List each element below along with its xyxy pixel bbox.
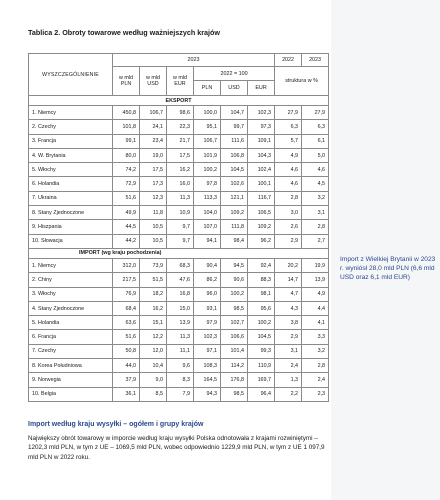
value-cell: 92,4 bbox=[248, 258, 275, 272]
table-title: Tablica 2. Obroty towarowe według ważniejszych krajów bbox=[28, 28, 220, 37]
value-cell: 9,6 bbox=[167, 359, 194, 373]
value-cell: 2,2 bbox=[275, 387, 302, 401]
value-cell: 2,4 bbox=[275, 359, 302, 373]
value-cell: 76,9 bbox=[113, 287, 140, 301]
value-cell: 24,1 bbox=[140, 120, 167, 134]
body-paragraph: Największy obrót towarowy w imporcie według kraju wysyłki Polska odnotowała z krajami rozwiniętymi – 1202,3 mld PLN, w tym z UE – 1069,5 mld PLN, wobec odpowiednio 1229,9 mld PLN, w tym z UE 1 097,9 mld PLN w 2022 roku. bbox=[28, 435, 325, 461]
value-cell: 109,2 bbox=[221, 206, 248, 220]
value-cell: 102,4 bbox=[248, 163, 275, 177]
stub-header: WYSZCZEGÓLNIENIE bbox=[29, 54, 113, 96]
value-cell: 104,5 bbox=[221, 163, 248, 177]
value-cell: 3,1 bbox=[275, 344, 302, 358]
value-cell: 51,6 bbox=[113, 191, 140, 205]
value-cell: 104,7 bbox=[221, 106, 248, 120]
value-cell: 74,2 bbox=[113, 163, 140, 177]
value-cell: 4,7 bbox=[275, 287, 302, 301]
value-cell: 3,2 bbox=[302, 344, 329, 358]
value-cell: 2,4 bbox=[302, 373, 329, 387]
value-cell: 44,0 bbox=[113, 359, 140, 373]
value-cell: 98,5 bbox=[221, 387, 248, 401]
value-cell: 109,2 bbox=[248, 220, 275, 234]
value-cell: 8,5 bbox=[140, 387, 167, 401]
country-name: 8. Korea Południowa bbox=[29, 359, 113, 373]
value-cell: 114,2 bbox=[221, 359, 248, 373]
value-cell: 86,2 bbox=[194, 273, 221, 287]
value-cell: 23,4 bbox=[140, 134, 167, 148]
import-table-row bbox=[29, 258, 329, 272]
value-cell: 104,3 bbox=[248, 148, 275, 162]
value-cell: 4,6 bbox=[275, 177, 302, 191]
export-table-row bbox=[29, 177, 329, 191]
country-name: 6. Francja bbox=[29, 330, 113, 344]
value-cell: 22,3 bbox=[167, 120, 194, 134]
value-cell: 4,1 bbox=[302, 316, 329, 330]
trade-table bbox=[28, 53, 329, 402]
value-cell: 51,5 bbox=[140, 273, 167, 287]
country-name: 6. Holandia bbox=[29, 177, 113, 191]
value-cell: 96,4 bbox=[248, 387, 275, 401]
value-cell: 109,1 bbox=[248, 134, 275, 148]
value-cell: 104,5 bbox=[248, 330, 275, 344]
value-cell: 110,9 bbox=[248, 359, 275, 373]
export-rows bbox=[29, 106, 329, 249]
side-note: Import z Wielkiej Brytanii w 2023 r. wyniósł 28,0 mld PLN (6,6 mld USD oraz 6,1 mld EUR) bbox=[340, 256, 436, 281]
value-cell: 100,0 bbox=[194, 106, 221, 120]
idx-header-pln: PLN bbox=[194, 81, 221, 96]
value-cell: 4,6 bbox=[302, 163, 329, 177]
value-cell: 95,6 bbox=[248, 301, 275, 315]
value-cell: 19,0 bbox=[140, 148, 167, 162]
value-cell: 101,8 bbox=[113, 120, 140, 134]
import-table-row bbox=[29, 316, 329, 330]
value-cell: 27,9 bbox=[302, 106, 329, 120]
side-panel bbox=[331, 0, 440, 500]
country-name: 5. Holandia bbox=[29, 316, 113, 330]
year-header-2023: 2023 bbox=[302, 54, 329, 67]
value-cell: 13,9 bbox=[167, 316, 194, 330]
export-table-row bbox=[29, 234, 329, 248]
value-cell: 98,6 bbox=[167, 106, 194, 120]
value-cell: 2,9 bbox=[275, 330, 302, 344]
import-table-row bbox=[29, 287, 329, 301]
value-cell: 4,9 bbox=[302, 287, 329, 301]
value-cell: 106,6 bbox=[221, 330, 248, 344]
value-cell: 99,7 bbox=[221, 120, 248, 134]
value-cell: 101,9 bbox=[194, 148, 221, 162]
value-cell: 169,7 bbox=[248, 373, 275, 387]
year-header-2022: 2022 bbox=[275, 54, 302, 67]
value-cell: 44,5 bbox=[113, 220, 140, 234]
value-cell: 1,3 bbox=[275, 373, 302, 387]
value-cell: 6,3 bbox=[302, 120, 329, 134]
value-cell: 15,1 bbox=[140, 316, 167, 330]
value-cell: 107,0 bbox=[194, 220, 221, 234]
value-cell: 12,0 bbox=[140, 344, 167, 358]
value-cell: 95,1 bbox=[194, 120, 221, 134]
import-section-label: IMPORT (wg kraju pochodzenia) bbox=[29, 248, 329, 258]
value-cell: 121,1 bbox=[221, 191, 248, 205]
value-cell: 217,5 bbox=[113, 273, 140, 287]
value-cell: 106,5 bbox=[248, 206, 275, 220]
import-table-row bbox=[29, 344, 329, 358]
value-cell: 99,3 bbox=[248, 344, 275, 358]
value-cell: 101,4 bbox=[221, 344, 248, 358]
value-cell: 20,2 bbox=[275, 258, 302, 272]
value-cell: 18,2 bbox=[140, 287, 167, 301]
value-cell: 98,1 bbox=[248, 287, 275, 301]
value-cell: 2,6 bbox=[275, 220, 302, 234]
import-section-row bbox=[29, 248, 329, 258]
value-cell: 51,6 bbox=[113, 330, 140, 344]
value-cell: 47,6 bbox=[167, 273, 194, 287]
value-cell: 90,4 bbox=[194, 258, 221, 272]
export-section-label: EKSPORT bbox=[29, 96, 329, 106]
value-cell: 4,6 bbox=[275, 163, 302, 177]
value-cell: 312,0 bbox=[113, 258, 140, 272]
value-cell: 99,1 bbox=[113, 134, 140, 148]
export-table-row bbox=[29, 148, 329, 162]
value-cell: 2,3 bbox=[302, 387, 329, 401]
value-cell: 4,4 bbox=[302, 301, 329, 315]
value-cell: 96,0 bbox=[194, 287, 221, 301]
structure-header: struktura w % bbox=[275, 67, 329, 96]
section-heading: Import według kraju wysyłki – ogółem i grupy krajów bbox=[28, 421, 204, 428]
value-cell: 50,8 bbox=[113, 344, 140, 358]
export-table-row bbox=[29, 134, 329, 148]
country-name: 3. Francja bbox=[29, 134, 113, 148]
value-cell: 14,7 bbox=[275, 273, 302, 287]
export-table-row bbox=[29, 106, 329, 120]
value-cell: 36,1 bbox=[113, 387, 140, 401]
value-cell: 16,8 bbox=[167, 287, 194, 301]
export-table-row bbox=[29, 191, 329, 205]
country-name: 9. Norwegia bbox=[29, 373, 113, 387]
value-cell: 11,8 bbox=[140, 206, 167, 220]
col-header-pln: w mld PLN bbox=[113, 67, 140, 96]
col-header-eur: w mld EUR bbox=[167, 67, 194, 96]
value-cell: 100,1 bbox=[248, 177, 275, 191]
value-cell: 97,8 bbox=[194, 177, 221, 191]
value-cell: 11,3 bbox=[167, 191, 194, 205]
value-cell: 2,8 bbox=[302, 220, 329, 234]
value-cell: 80,0 bbox=[113, 148, 140, 162]
value-cell: 12,2 bbox=[140, 330, 167, 344]
value-cell: 2,9 bbox=[275, 234, 302, 248]
value-cell: 15,0 bbox=[167, 301, 194, 315]
value-cell: 97,3 bbox=[248, 120, 275, 134]
country-name: 7. Czechy bbox=[29, 344, 113, 358]
country-name: 2. Czechy bbox=[29, 120, 113, 134]
country-name: 8. Stany Zjednoczone bbox=[29, 206, 113, 220]
value-cell: 106,8 bbox=[221, 148, 248, 162]
value-cell: 108,3 bbox=[194, 359, 221, 373]
value-cell: 97,1 bbox=[194, 344, 221, 358]
value-cell: 100,2 bbox=[221, 287, 248, 301]
export-table-row bbox=[29, 220, 329, 234]
value-cell: 94,5 bbox=[221, 258, 248, 272]
country-name: 2. Chiny bbox=[29, 273, 113, 287]
value-cell: 37,9 bbox=[113, 373, 140, 387]
value-cell: 11,3 bbox=[167, 330, 194, 344]
country-name: 5. Włochy bbox=[29, 163, 113, 177]
value-cell: 3,8 bbox=[275, 316, 302, 330]
value-cell: 27,9 bbox=[275, 106, 302, 120]
export-table-row bbox=[29, 120, 329, 134]
value-cell: 100,2 bbox=[248, 316, 275, 330]
value-cell: 6,3 bbox=[275, 120, 302, 134]
country-name: 9. Hiszpania bbox=[29, 220, 113, 234]
value-cell: 16,2 bbox=[140, 301, 167, 315]
index-header: 2022 = 100 bbox=[194, 67, 275, 81]
value-cell: 116,7 bbox=[248, 191, 275, 205]
value-cell: 4,3 bbox=[275, 301, 302, 315]
import-table-row bbox=[29, 387, 329, 401]
country-name: 1. Niemcy bbox=[29, 258, 113, 272]
value-cell: 9,0 bbox=[140, 373, 167, 387]
value-cell: 9,7 bbox=[167, 220, 194, 234]
value-cell: 63,6 bbox=[113, 316, 140, 330]
country-name: 10. Belgia bbox=[29, 387, 113, 401]
country-name: 1. Niemcy bbox=[29, 106, 113, 120]
value-cell: 102,7 bbox=[221, 316, 248, 330]
value-cell: 9,7 bbox=[167, 234, 194, 248]
idx-header-eur: EUR bbox=[248, 81, 275, 96]
value-cell: 17,5 bbox=[140, 163, 167, 177]
value-cell: 98,5 bbox=[221, 301, 248, 315]
value-cell: 176,8 bbox=[221, 373, 248, 387]
value-cell: 2,8 bbox=[275, 191, 302, 205]
country-name: 4. Stany Zjednoczone bbox=[29, 301, 113, 315]
value-cell: 90,6 bbox=[221, 273, 248, 287]
country-name: 3. Włochy bbox=[29, 287, 113, 301]
value-cell: 8,3 bbox=[167, 373, 194, 387]
value-cell: 16,2 bbox=[167, 163, 194, 177]
value-cell: 97,9 bbox=[194, 316, 221, 330]
value-cell: 16,0 bbox=[167, 177, 194, 191]
import-table-row bbox=[29, 301, 329, 315]
value-cell: 11,1 bbox=[167, 344, 194, 358]
value-cell: 450,8 bbox=[113, 106, 140, 120]
export-table-row bbox=[29, 206, 329, 220]
value-cell: 3,1 bbox=[302, 206, 329, 220]
value-cell: 44,2 bbox=[113, 234, 140, 248]
value-cell: 3,3 bbox=[302, 330, 329, 344]
value-cell: 88,3 bbox=[248, 273, 275, 287]
value-cell: 164,5 bbox=[194, 373, 221, 387]
value-cell: 5,0 bbox=[302, 148, 329, 162]
value-cell: 19,9 bbox=[302, 258, 329, 272]
import-table-row bbox=[29, 273, 329, 287]
value-cell: 94,1 bbox=[194, 234, 221, 248]
export-table-row bbox=[29, 163, 329, 177]
value-cell: 4,9 bbox=[275, 148, 302, 162]
value-cell: 2,8 bbox=[302, 359, 329, 373]
value-cell: 113,3 bbox=[194, 191, 221, 205]
import-rows bbox=[29, 258, 329, 401]
value-cell: 49,9 bbox=[113, 206, 140, 220]
value-cell: 94,3 bbox=[194, 387, 221, 401]
value-cell: 68,3 bbox=[167, 258, 194, 272]
value-cell: 3,2 bbox=[302, 191, 329, 205]
value-cell: 5,7 bbox=[275, 134, 302, 148]
country-name: 10. Słowacja bbox=[29, 234, 113, 248]
value-cell: 10,5 bbox=[140, 234, 167, 248]
value-cell: 72,9 bbox=[113, 177, 140, 191]
col-header-usd: w mld USD bbox=[140, 67, 167, 96]
value-cell: 10,9 bbox=[167, 206, 194, 220]
export-section-row bbox=[29, 96, 329, 106]
value-cell: 111,8 bbox=[221, 220, 248, 234]
value-cell: 6,1 bbox=[302, 134, 329, 148]
value-cell: 73,9 bbox=[140, 258, 167, 272]
value-cell: 93,1 bbox=[194, 301, 221, 315]
import-table-row bbox=[29, 373, 329, 387]
country-name: 4. W. Brytania bbox=[29, 148, 113, 162]
country-name: 7. Ukraina bbox=[29, 191, 113, 205]
value-cell: 2,7 bbox=[302, 234, 329, 248]
value-cell: 104,0 bbox=[194, 206, 221, 220]
value-cell: 106,7 bbox=[140, 106, 167, 120]
import-table-row bbox=[29, 359, 329, 373]
value-cell: 10,4 bbox=[140, 359, 167, 373]
value-cell: 102,3 bbox=[194, 330, 221, 344]
value-cell: 12,3 bbox=[140, 191, 167, 205]
value-cell: 102,6 bbox=[221, 177, 248, 191]
value-cell: 111,6 bbox=[221, 134, 248, 148]
value-cell: 4,5 bbox=[302, 177, 329, 191]
value-cell: 106,7 bbox=[194, 134, 221, 148]
value-cell: 10,5 bbox=[140, 220, 167, 234]
value-cell: 21,7 bbox=[167, 134, 194, 148]
value-cell: 68,4 bbox=[113, 301, 140, 315]
value-cell: 98,4 bbox=[221, 234, 248, 248]
idx-header-usd: USD bbox=[221, 81, 248, 96]
value-cell: 3,0 bbox=[275, 206, 302, 220]
value-cell: 17,3 bbox=[140, 177, 167, 191]
value-cell: 17,5 bbox=[167, 148, 194, 162]
import-table-row bbox=[29, 330, 329, 344]
value-cell: 7,9 bbox=[167, 387, 194, 401]
value-cell: 13,9 bbox=[302, 273, 329, 287]
value-cell: 100,2 bbox=[194, 163, 221, 177]
value-cell: 96,2 bbox=[248, 234, 275, 248]
year-header-main: 2023 bbox=[113, 54, 275, 67]
value-cell: 102,3 bbox=[248, 106, 275, 120]
